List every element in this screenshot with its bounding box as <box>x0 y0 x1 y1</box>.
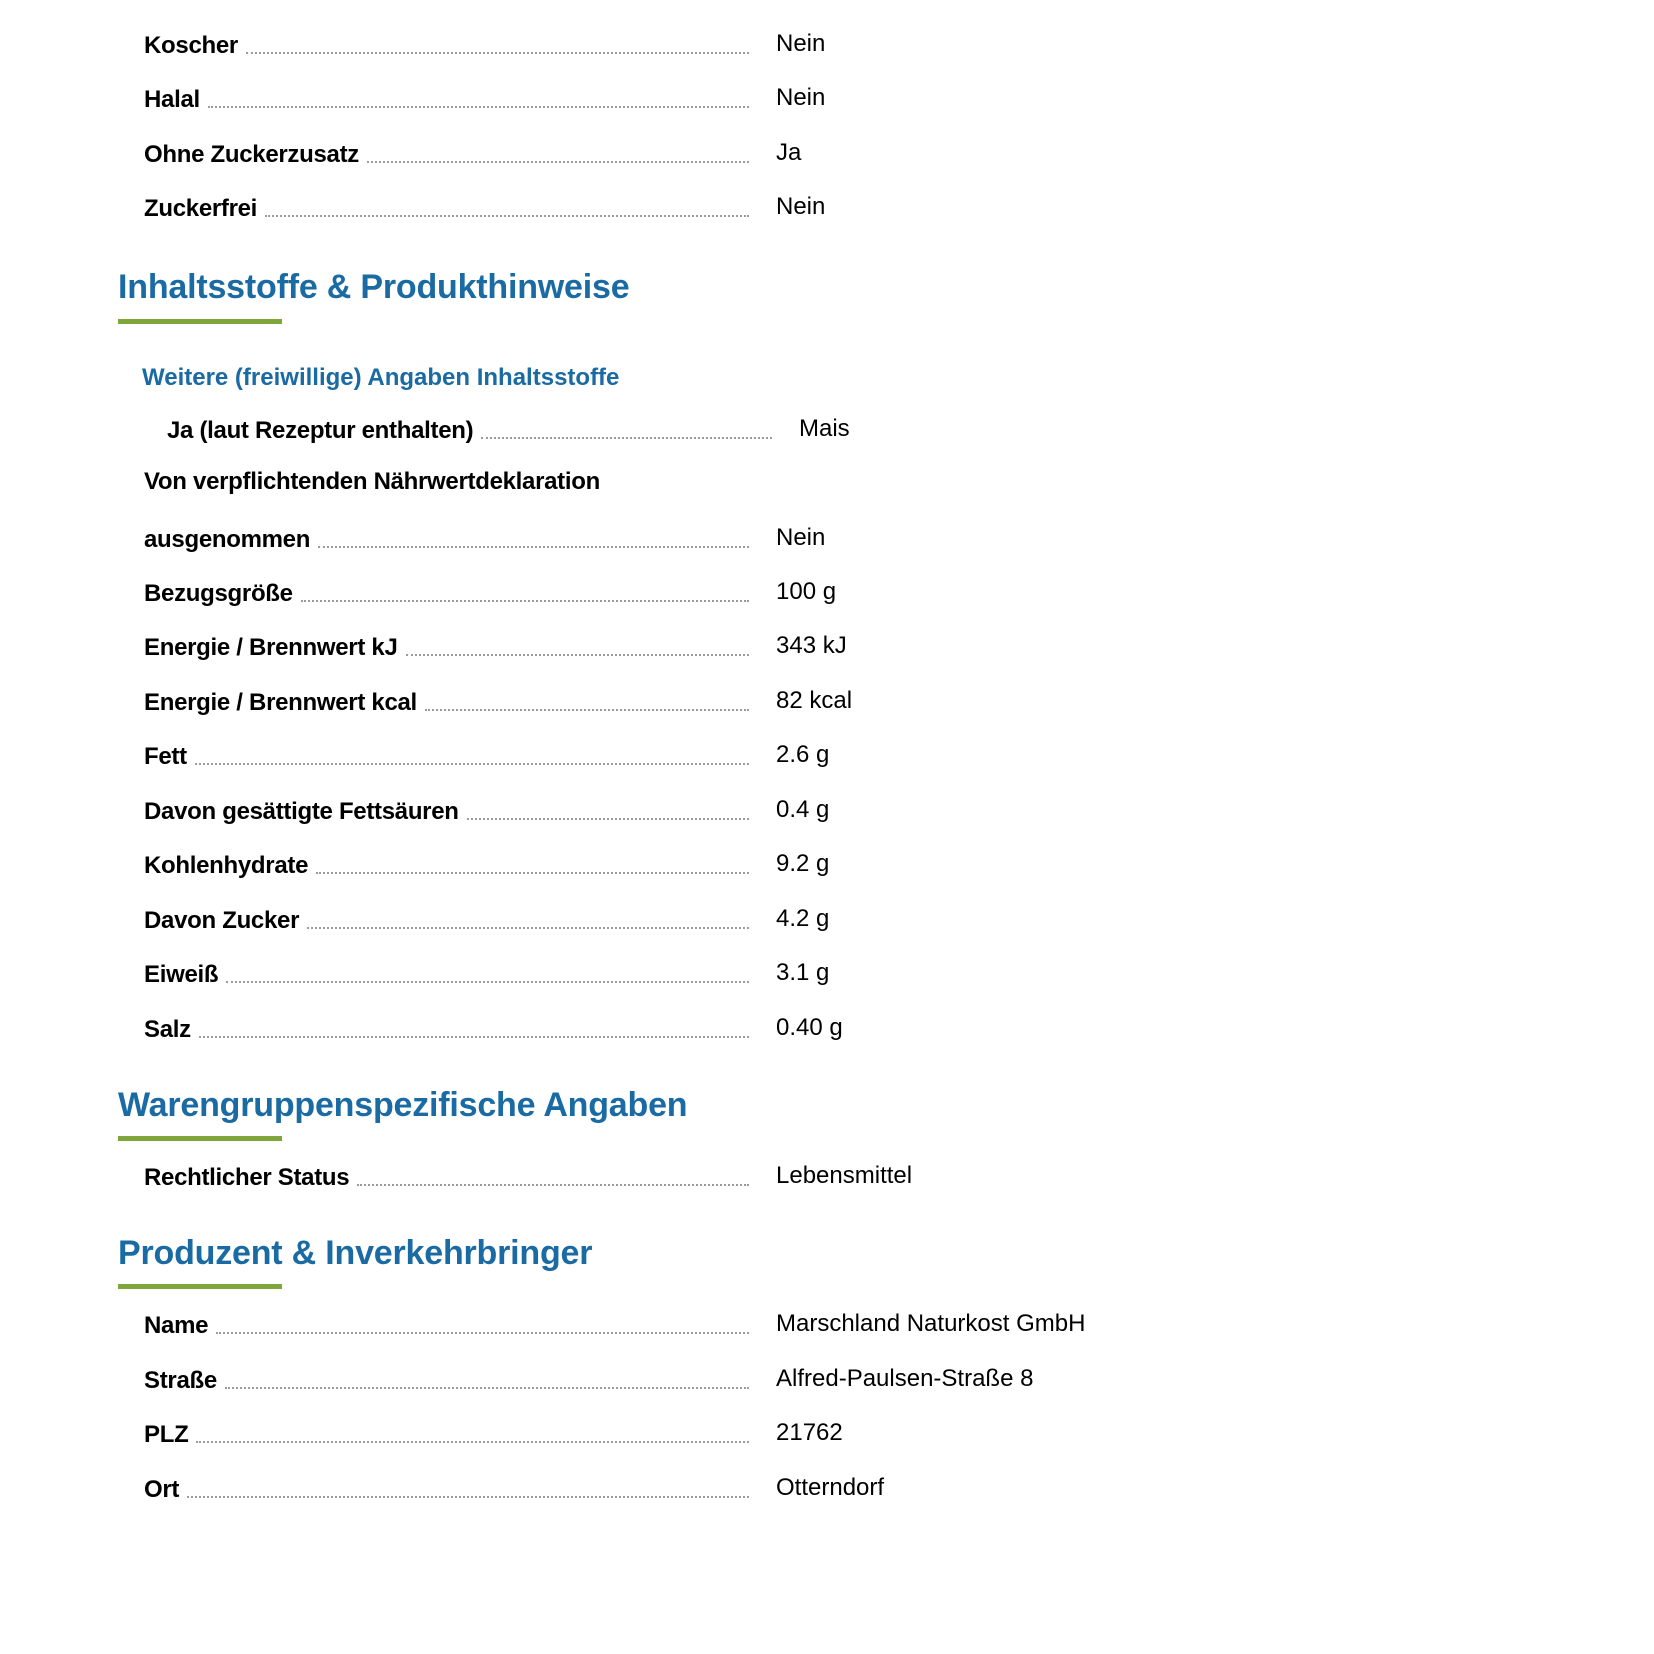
nutrition-row-fett <box>144 737 1144 777</box>
attribute-label: Fett <box>144 737 749 771</box>
attribute-label: Straße <box>144 1361 749 1395</box>
dot-leader <box>187 1496 749 1498</box>
attribute-label: Koscher <box>144 26 749 60</box>
section-underline <box>118 1284 282 1289</box>
dot-leader <box>406 654 750 656</box>
attribute-label: Energie / Brennwert kJ <box>144 628 749 662</box>
attribute-value: Nein <box>776 84 826 111</box>
attribute-value: 4.2 g <box>776 905 830 932</box>
attribute-value: Nein <box>776 524 826 551</box>
dot-leader <box>318 546 749 548</box>
dot-leader <box>208 106 749 108</box>
attribute-label: Davon Zucker <box>144 901 749 935</box>
nutrition-row-salz <box>144 1010 1144 1050</box>
attribute-value: Marschland Naturkost GmbH <box>776 1310 1086 1337</box>
dot-leader <box>225 1387 749 1389</box>
section-underline <box>118 1136 282 1141</box>
attribute-label: Ohne Zuckerzusatz <box>144 135 749 169</box>
subheading-voluntary-ingredients: Weitere (freiwillige) Angaben Inhaltsstoffe <box>142 364 620 391</box>
attribute-value: 343 kJ <box>776 632 847 659</box>
attribute-row-exempt <box>144 520 1144 560</box>
nutrition-row-bezugsgroesse <box>144 574 1144 614</box>
dot-leader <box>316 872 749 874</box>
dot-leader <box>481 437 772 439</box>
attribute-value: 9.2 g <box>776 850 830 877</box>
attribute-label: PLZ <box>144 1415 749 1449</box>
dot-leader <box>467 818 749 820</box>
attribute-value: 3.1 g <box>776 959 830 986</box>
attribute-row-ohne-zuckerzusatz <box>144 135 1144 175</box>
nutrition-row-energie-kcal <box>144 683 1144 723</box>
dot-leader <box>425 709 749 711</box>
nutrition-row-kohlenhydrate <box>144 846 1144 886</box>
attribute-label: Zuckerfrei <box>144 189 749 223</box>
dot-leader <box>196 1441 749 1443</box>
dot-leader <box>307 927 749 929</box>
attribute-label: Ort <box>144 1470 749 1504</box>
attribute-row-koscher <box>144 26 1144 66</box>
attribute-value: Nein <box>776 30 826 57</box>
attribute-value: 82 kcal <box>776 687 853 714</box>
dot-leader <box>367 161 749 163</box>
section-underline <box>118 319 282 324</box>
attribute-label: Salz <box>144 1010 749 1044</box>
exempt-label-line1: Von verpflichtenden Nährwertdeklaration <box>144 468 600 495</box>
dot-leader <box>357 1184 749 1186</box>
dot-leader <box>199 1036 749 1038</box>
attribute-value: Lebensmittel <box>776 1162 913 1189</box>
dot-leader <box>216 1332 749 1334</box>
producer-row-plz <box>144 1415 1144 1455</box>
attribute-row-rechtlicher-status <box>144 1158 1144 1198</box>
attribute-value: Nein <box>776 193 826 220</box>
attribute-value: Alfred-Paulsen-Straße 8 <box>776 1365 1034 1392</box>
attribute-label: Kohlenhydrate <box>144 846 749 880</box>
producer-row-strasse <box>144 1361 1144 1401</box>
attribute-value: 0.4 g <box>776 796 830 823</box>
producer-row-ort <box>144 1470 1144 1510</box>
nutrition-row-energie-kj <box>144 628 1144 668</box>
attribute-value: 2.6 g <box>776 741 830 768</box>
dot-leader <box>195 763 749 765</box>
nutrition-row-eiweiss <box>144 955 1144 995</box>
dot-leader <box>246 52 749 54</box>
attribute-label: Halal <box>144 80 749 114</box>
dot-leader <box>226 981 749 983</box>
attribute-label: Rechtlicher Status <box>144 1158 749 1192</box>
attribute-label: ausgenommen <box>144 520 749 554</box>
attribute-label: Bezugsgröße <box>144 574 749 608</box>
attribute-value: Ja <box>776 139 802 166</box>
attribute-value: 100 g <box>776 578 837 605</box>
nutrition-row-davon-zucker <box>144 901 1144 941</box>
attribute-label: Energie / Brennwert kcal <box>144 683 749 717</box>
attribute-label: Ja (laut Rezeptur enthalten) <box>167 411 772 445</box>
section-title-ingredients: Inhaltsstoffe & Produkthinweise <box>118 268 630 306</box>
dot-leader <box>301 600 749 602</box>
attribute-value: 0.40 g <box>776 1014 843 1041</box>
attribute-value: Otterndorf <box>776 1474 885 1501</box>
nutrition-row-gesaettigte-fettsaeuren <box>144 792 1144 832</box>
producer-row-name <box>144 1306 1144 1346</box>
attribute-row-zuckerfrei <box>144 189 1144 229</box>
section-title-category: Warengruppenspezifische Angaben <box>118 1086 688 1124</box>
dot-leader <box>265 215 749 217</box>
attribute-row-halal <box>144 80 1144 120</box>
section-title-producer: Produzent & Inverkehrbringer <box>118 1234 593 1272</box>
voluntary-item-row <box>167 411 1167 451</box>
attribute-label: Name <box>144 1306 749 1340</box>
attribute-label: Davon gesättigte Fettsäuren <box>144 792 749 826</box>
attribute-value: 21762 <box>776 1419 843 1446</box>
attribute-value: Mais <box>799 415 850 442</box>
attribute-label: Eiweiß <box>144 955 749 989</box>
